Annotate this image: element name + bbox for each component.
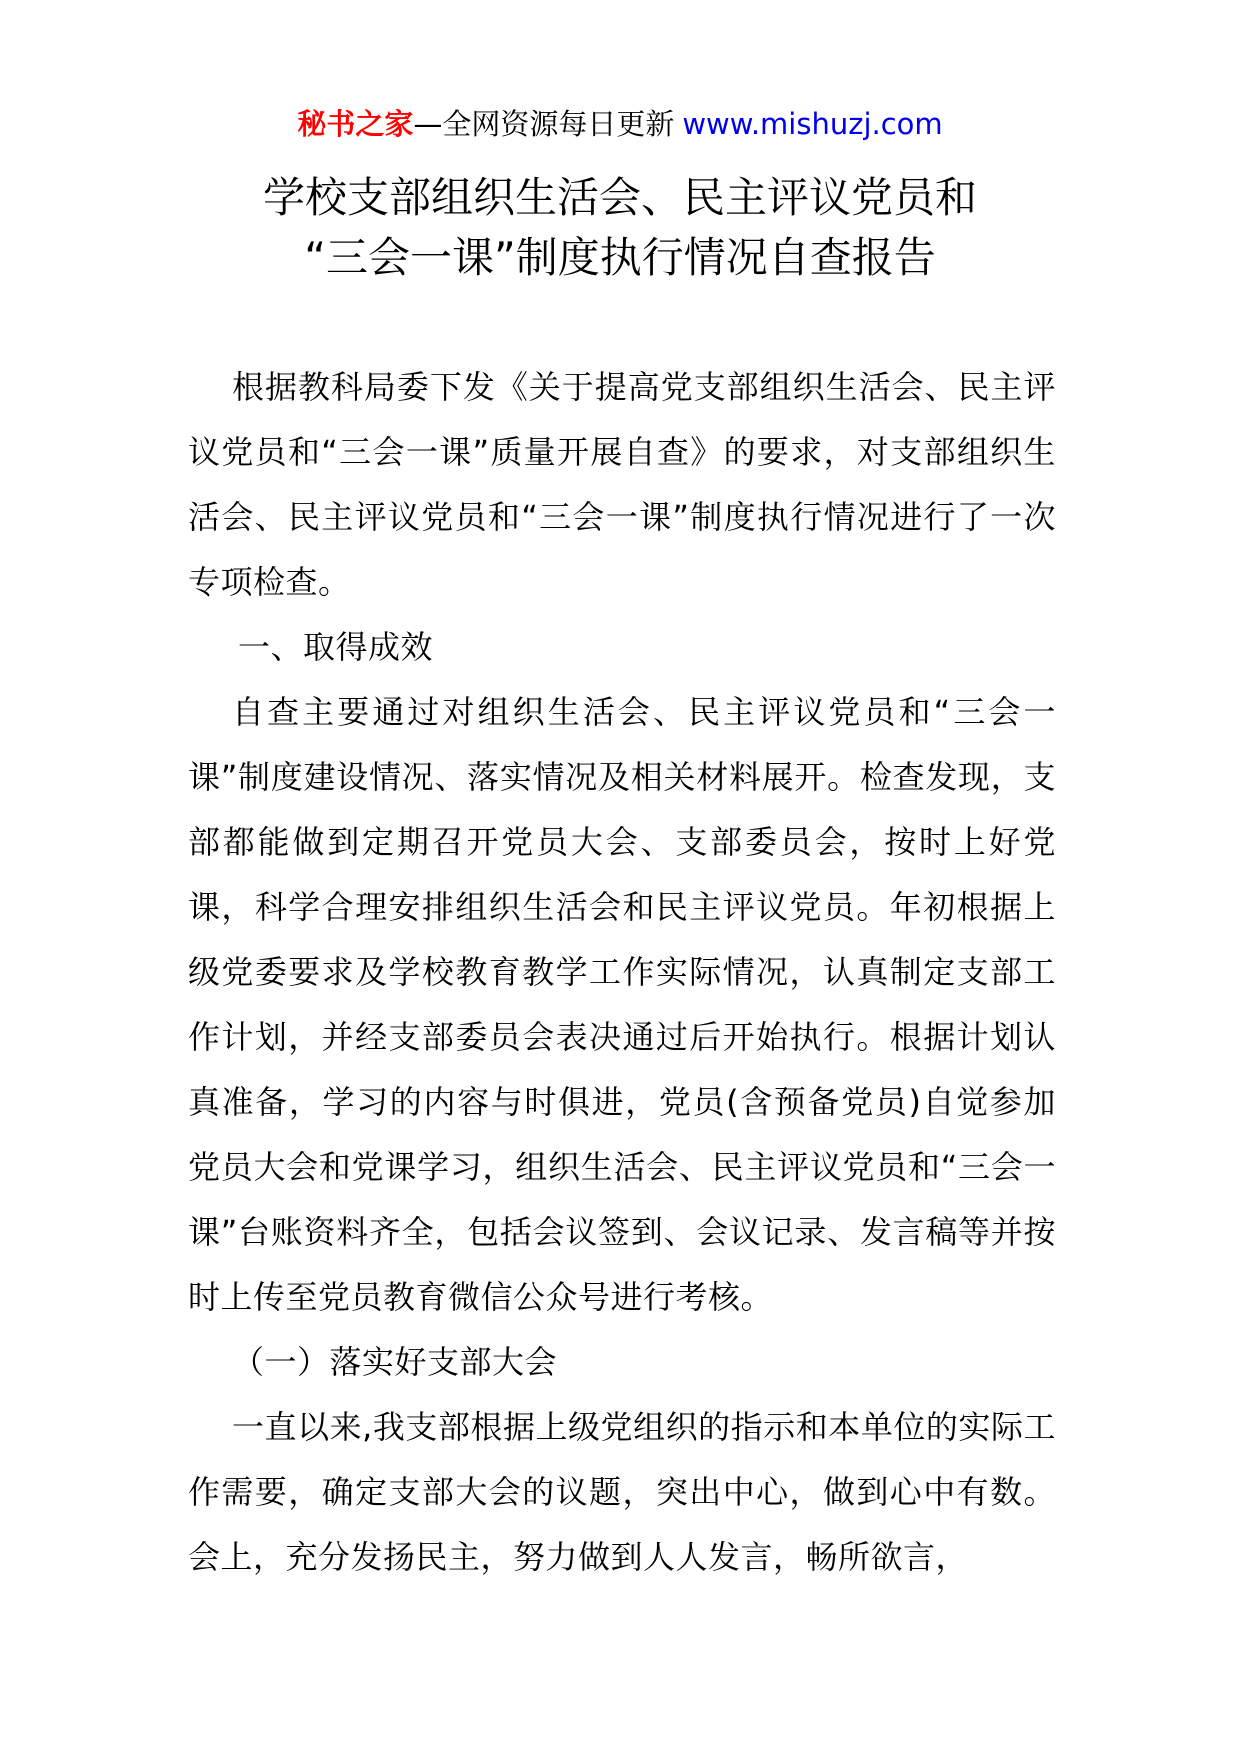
document-title — [0, 168, 1240, 288]
document-body — [188, 355, 1056, 1590]
subsection-heading: （一）落实好支部大会 — [232, 1343, 558, 1381]
source-header — [0, 104, 1240, 144]
body-paragraph: 自查主要通过对组织生活会、民主评议党员和“三会一课”制度建设情况、落实情况及相关材料展开。检查发现，支部都能做到定期召开党员大会、支部委员会，按时上好党课，科学合理安排组织生活会和民主评议党员。年初根据上级党委要求及学校教育教学工作实际情况，认真制定支部工作计划，并经支部委员会表决通过后开始执行。根据计划认真准备，学习的内容与时俱进，党员(含预备党员)自觉参加党员大会和党课学习，组织生活会、民主评议党员和“三会一课”台账资料齐全，包括会议签到、会议记录、发言稿等并按时上传至党员教育微信公众号进行考核。 — [188, 693, 1056, 1316]
header-brand: 秘书之家 — [297, 107, 414, 141]
title-line-2: “三会一课”制度执行情况自查报告 — [304, 233, 936, 282]
body-paragraph: 一直以来,我支部根据上级党组织的指示和本单位的实际工作需要，确定支部大会的议题，突出中心，做到心中有数。会上，充分发扬民主，努力做到人人发言，畅所欲言， — [188, 1408, 1056, 1576]
title-line-1: 学校支部组织生活会、民主评议党员和 — [262, 173, 977, 222]
section-heading: 一、取得成效 — [238, 628, 434, 666]
header-tagline: —全网资源每日更新 — [413, 107, 675, 141]
intro-paragraph: 根据教科局委下发《关于提高党支部组织生活会、民主评议党员和“三会一课”质量开展自查》的要求，对支部组织生活会、民主评议党员和“三会一课”制度执行情况进行了一次专项检查。 — [188, 368, 1056, 601]
header-site-url[interactable]: www.mishuzj.com — [682, 107, 943, 141]
